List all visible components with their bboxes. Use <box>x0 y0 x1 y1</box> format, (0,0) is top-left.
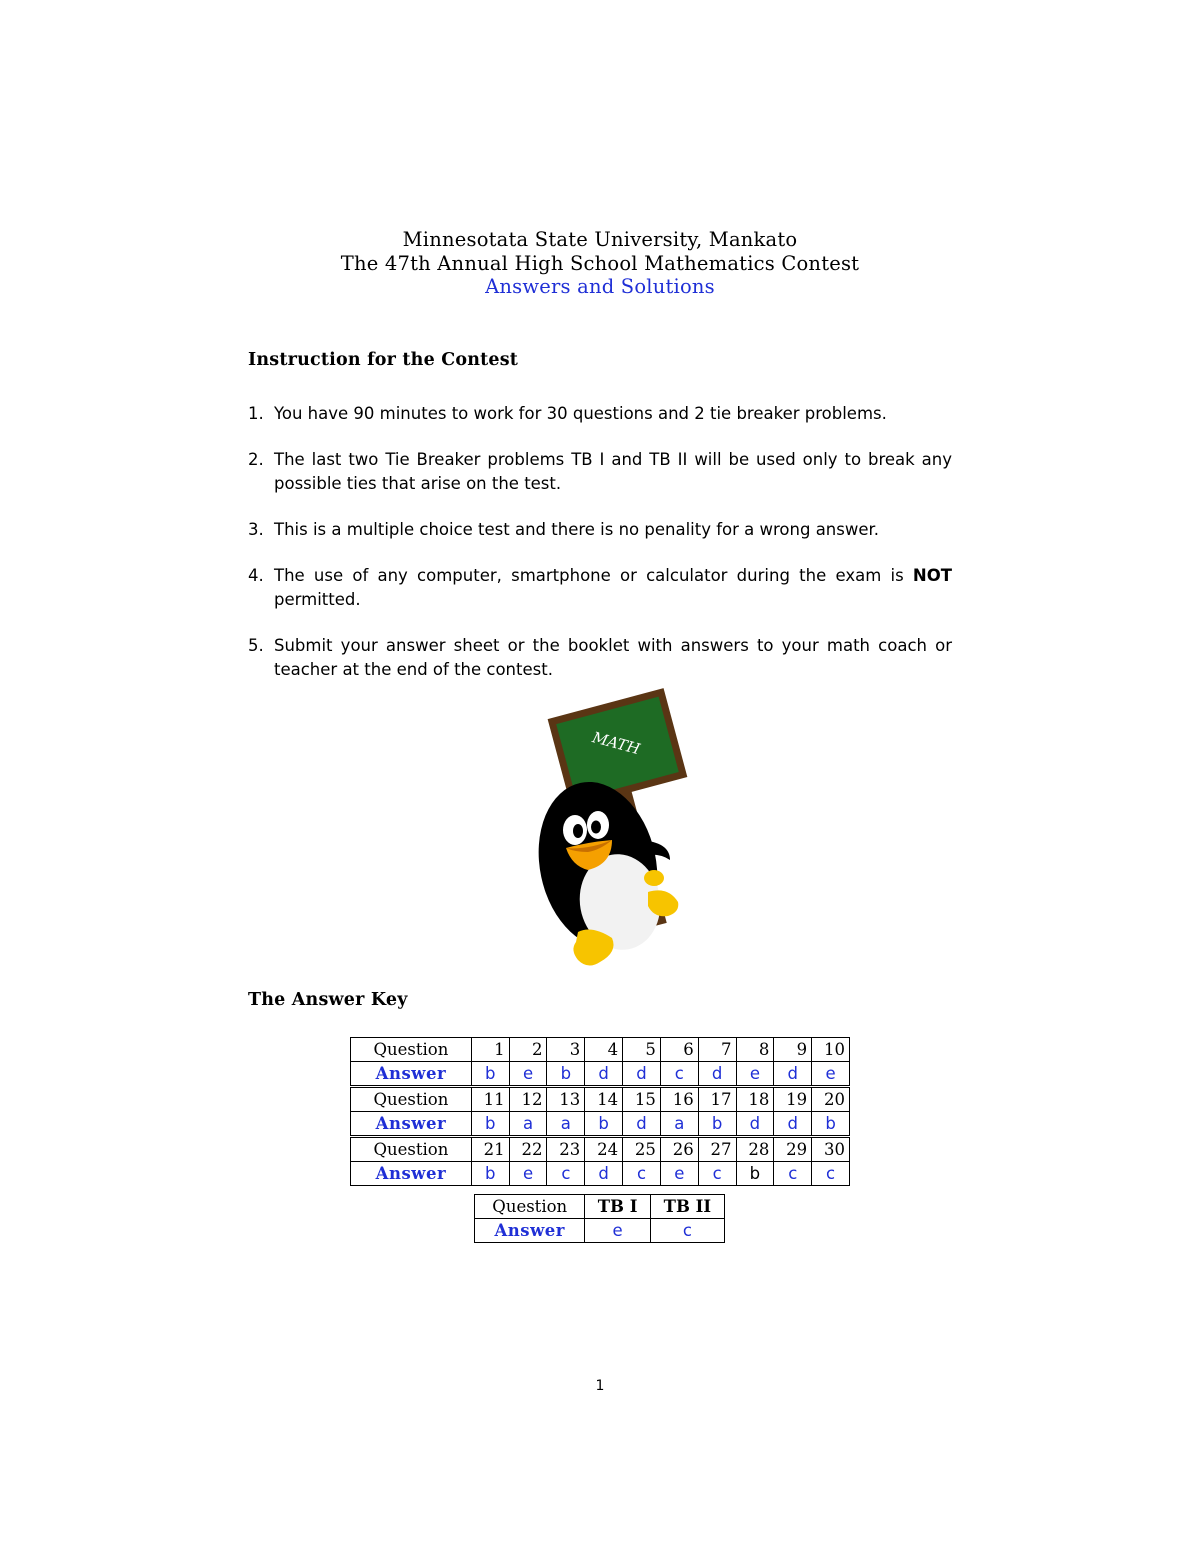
university-name: Minnesotata State University, Mankato <box>402 228 798 251</box>
question-number: 9 <box>774 1038 812 1062</box>
instruction-number: 5. <box>248 636 264 655</box>
question-number: 20 <box>812 1087 850 1112</box>
question-label: Question <box>475 1195 585 1219</box>
instruction-number: 1. <box>248 404 264 423</box>
question-number: 16 <box>660 1087 698 1112</box>
question-number: 24 <box>585 1137 623 1162</box>
question-number: 13 <box>547 1087 585 1112</box>
question-label: Question <box>351 1137 472 1162</box>
question-row <box>351 1087 850 1112</box>
tb-label: TB I <box>585 1195 650 1219</box>
title-block <box>0 228 1200 299</box>
question-number: 1 <box>471 1038 509 1062</box>
question-number: 19 <box>774 1087 812 1112</box>
instruction-text: You have 90 minutes to work for 30 questions and 2 tie breaker problems. <box>274 404 887 423</box>
instruction-item <box>248 518 952 542</box>
answer-value: e <box>509 1162 547 1186</box>
instruction-number: 4. <box>248 566 264 585</box>
answer-value: c <box>623 1162 661 1186</box>
question-label: Question <box>351 1087 472 1112</box>
question-number: 11 <box>471 1087 509 1112</box>
answer-label: Answer <box>351 1062 472 1087</box>
question-number: 5 <box>623 1038 661 1062</box>
instruction-number: 3. <box>248 520 264 539</box>
answer-value: c <box>812 1162 850 1186</box>
question-number: 10 <box>812 1038 850 1062</box>
question-number: 14 <box>585 1087 623 1112</box>
not-emphasis: NOT <box>912 566 952 585</box>
answer-value: e <box>812 1062 850 1087</box>
question-number: 6 <box>660 1038 698 1062</box>
answer-value: d <box>774 1112 812 1137</box>
answer-row <box>351 1162 850 1186</box>
question-number: 12 <box>509 1087 547 1112</box>
question-row <box>351 1137 850 1162</box>
instruction-text: The last two Tie Breaker problems TB I and TB II will be used only to break any possible ties that arise on the test. <box>274 450 952 493</box>
tie-breaker-table <box>474 1194 725 1243</box>
answer-value: a <box>509 1112 547 1137</box>
document-subtitle: Answers and Solutions <box>485 275 715 298</box>
instruction-number: 2. <box>248 450 264 469</box>
question-number: 22 <box>509 1137 547 1162</box>
answer-key-body <box>351 1038 850 1186</box>
answer-value: b <box>585 1112 623 1137</box>
question-number: 25 <box>623 1137 661 1162</box>
answer-value: b <box>471 1112 509 1137</box>
answer-value: d <box>585 1162 623 1186</box>
answer-value: a <box>547 1112 585 1137</box>
tie-breaker-answer-row <box>475 1219 725 1243</box>
instruction-text-start: The use of any computer, smartphone or calculator during the exam is <box>274 566 913 585</box>
question-number: 15 <box>623 1087 661 1112</box>
question-number: 26 <box>660 1137 698 1162</box>
instruction-item <box>248 634 952 682</box>
instruction-text-end: permitted. <box>274 590 361 609</box>
answer-value: b <box>698 1112 736 1137</box>
answer-label: Answer <box>351 1162 472 1186</box>
answer-value: b <box>471 1162 509 1186</box>
answer-value: b <box>736 1162 774 1186</box>
question-number: 4 <box>585 1038 623 1062</box>
answer-value: c <box>698 1162 736 1186</box>
question-number: 29 <box>774 1137 812 1162</box>
answer-value: e <box>736 1062 774 1087</box>
question-number: 17 <box>698 1087 736 1112</box>
tb-answer: c <box>650 1219 724 1243</box>
answer-value: b <box>812 1112 850 1137</box>
answer-row <box>351 1112 850 1137</box>
sign-text: MATH <box>590 728 642 759</box>
answer-value: e <box>660 1162 698 1186</box>
question-row <box>351 1038 850 1062</box>
answer-label: Answer <box>475 1219 585 1243</box>
answer-value: d <box>623 1112 661 1137</box>
instructions-heading: Instruction for the Contest <box>248 350 519 370</box>
answer-value: b <box>471 1062 509 1087</box>
answer-row <box>351 1062 850 1087</box>
tb-answer: e <box>585 1219 650 1243</box>
answer-value: c <box>774 1162 812 1186</box>
penguin-pupil <box>591 821 601 834</box>
page-number: 1 <box>595 1378 605 1394</box>
answer-value: c <box>660 1062 698 1087</box>
answer-value: d <box>698 1062 736 1087</box>
question-number: 18 <box>736 1087 774 1112</box>
answer-key-heading: The Answer Key <box>248 990 408 1010</box>
instruction-item <box>248 402 952 426</box>
question-number: 28 <box>736 1137 774 1162</box>
instruction-text: Submit your answer sheet or the booklet with answers to your math coach or teacher at the end of the contest. <box>274 636 952 679</box>
question-number: 21 <box>471 1137 509 1162</box>
question-label: Question <box>351 1038 472 1062</box>
answer-value: b <box>547 1062 585 1087</box>
answer-value: d <box>585 1062 623 1087</box>
question-number: 30 <box>812 1137 850 1162</box>
tie-breaker-question-row <box>475 1195 725 1219</box>
answer-value: d <box>736 1112 774 1137</box>
instruction-text <box>274 564 952 612</box>
penguin-math-sign-illustration <box>530 680 700 970</box>
instructions-list <box>248 402 952 704</box>
question-number: 23 <box>547 1137 585 1162</box>
instruction-text: This is a multiple choice test and there is no penality for a wrong answer. <box>274 520 880 539</box>
question-number: 2 <box>509 1038 547 1062</box>
question-number: 7 <box>698 1038 736 1062</box>
instruction-item <box>248 448 952 496</box>
answer-value: d <box>774 1062 812 1087</box>
question-number: 8 <box>736 1038 774 1062</box>
answer-value: a <box>660 1112 698 1137</box>
answer-value: e <box>509 1062 547 1087</box>
penguin-hand <box>644 870 664 886</box>
answer-value: d <box>623 1062 661 1087</box>
contest-name: The 47th Annual High School Mathematics Contest <box>340 251 860 275</box>
answer-key-table <box>350 1037 850 1186</box>
answer-label: Answer <box>351 1112 472 1137</box>
tb-label: TB II <box>650 1195 724 1219</box>
question-number: 3 <box>547 1038 585 1062</box>
penguin-pupil <box>573 824 583 838</box>
answer-value: c <box>547 1162 585 1186</box>
instruction-item <box>248 564 952 612</box>
question-number: 27 <box>698 1137 736 1162</box>
